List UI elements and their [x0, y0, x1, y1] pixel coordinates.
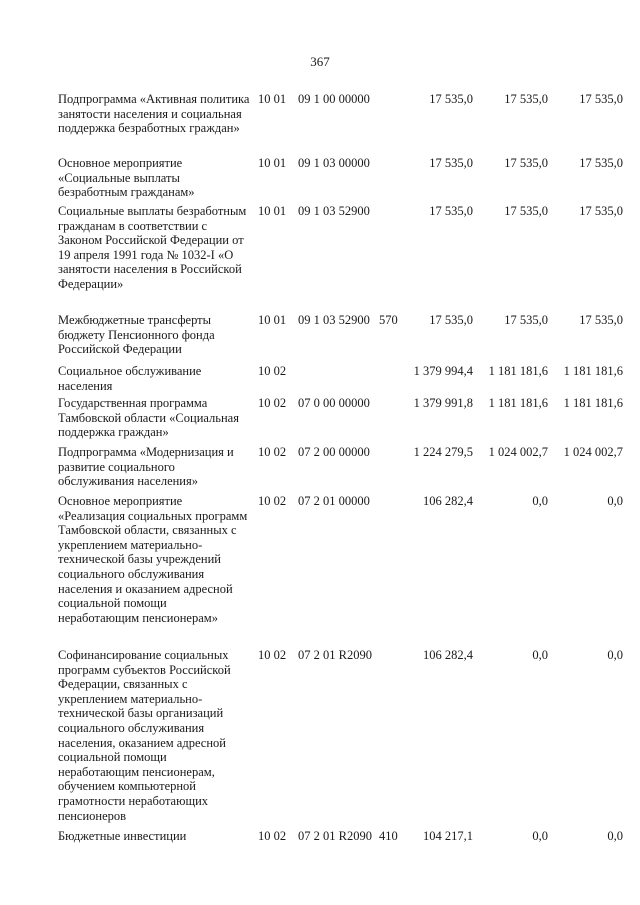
- row-value-year-2: 1 181 181,6: [488, 364, 548, 378]
- row-section-code: 10 02: [258, 396, 287, 410]
- row-value-year-3: 1 181 181,6: [563, 396, 623, 410]
- row-section-code: 10 01: [258, 92, 287, 106]
- row-value-year-2: 0,0: [532, 648, 548, 662]
- row-target-article-code: 07 2 01 R2090: [298, 648, 372, 662]
- row-name: Основное мероприятие «Социальные выплаты безработным гражданам»: [58, 156, 195, 200]
- row-name: Межбюджетные трансферты бюджету Пенсионного фонда Российской Федерации: [58, 313, 215, 357]
- row-target-article-code: 09 1 00 00000: [298, 92, 370, 106]
- row-expense-type-code: 570: [379, 313, 398, 327]
- row-section-code: 10 02: [258, 364, 287, 378]
- row-value-year-3: 17 535,0: [579, 204, 623, 218]
- row-target-article-code: 07 2 01 00000: [298, 494, 370, 508]
- row-value-year-3: 0,0: [607, 648, 623, 662]
- row-value-year-3: 1 024 002,7: [563, 445, 623, 459]
- row-section-code: 10 01: [258, 204, 287, 218]
- row-value-year-2: 1 024 002,7: [488, 445, 548, 459]
- row-name: Софинансирование социальных программ субъектов Российской Федерации, связанных с укреплением материально-технической базы организаций социального обслуживания населения, оказанием адресной социальной помощи неработающим пенсионерам, обучением компьютерной грамотности неработающих пенсионеров: [58, 648, 231, 823]
- row-name: Бюджетные инвестиции: [58, 829, 187, 843]
- row-value-year-3: 17 535,0: [579, 92, 623, 106]
- row-value-year-1: 1 224 279,5: [413, 445, 473, 459]
- row-value-year-1: 17 535,0: [429, 156, 473, 170]
- row-section-code: 10 02: [258, 829, 287, 843]
- row-value-year-2: 1 181 181,6: [488, 396, 548, 410]
- row-section-code: 10 01: [258, 313, 287, 327]
- row-name: Подпрограмма «Активная политика занятости населения и социальная поддержка безработных граждан»: [58, 92, 250, 136]
- row-name: Основное мероприятие «Реализация социальных программ Тамбовской области, связанных с укреплением материально-технической базы учреждений социального обслуживания населения и оказанием адресной социальной помощи неработающим пенсионерам»: [58, 494, 248, 625]
- row-name: Социальные выплаты безработным гражданам в соответствии с Законом Российской Федерации от 19 апреля 1991 года № 1032-I «О занятости населения в Российской Федерации»: [58, 204, 247, 291]
- row-section-code: 10 01: [258, 156, 287, 170]
- row-name: Подпрограмма «Модернизация и развитие социального обслуживания населения»: [58, 445, 234, 489]
- row-value-year-1: 106 282,4: [423, 648, 473, 662]
- row-value-year-1: 17 535,0: [429, 92, 473, 106]
- row-value-year-3: 0,0: [607, 829, 623, 843]
- row-target-article-code: 07 2 00 00000: [298, 445, 370, 459]
- row-target-article-code: 09 1 03 52900: [298, 204, 370, 218]
- row-value-year-3: 17 535,0: [579, 156, 623, 170]
- row-target-article-code: 07 2 01 R2090: [298, 829, 372, 843]
- row-value-year-3: 0,0: [607, 494, 623, 508]
- row-value-year-1: 1 379 994,4: [413, 364, 473, 378]
- row-value-year-1: 106 282,4: [423, 494, 473, 508]
- page-number: 367: [310, 54, 330, 69]
- row-value-year-1: 17 535,0: [429, 313, 473, 327]
- row-target-article-code: 09 1 03 52900: [298, 313, 370, 327]
- row-value-year-2: 17 535,0: [504, 204, 548, 218]
- row-value-year-2: 17 535,0: [504, 313, 548, 327]
- row-value-year-2: 17 535,0: [504, 92, 548, 106]
- row-value-year-2: 0,0: [532, 829, 548, 843]
- row-value-year-3: 17 535,0: [579, 313, 623, 327]
- row-target-article-code: 07 0 00 00000: [298, 396, 370, 410]
- row-value-year-2: 0,0: [532, 494, 548, 508]
- row-target-article-code: 09 1 03 00000: [298, 156, 370, 170]
- row-section-code: 10 02: [258, 445, 287, 459]
- row-name: Государственная программа Тамбовской области «Социальная поддержка граждан»: [58, 396, 239, 440]
- row-section-code: 10 02: [258, 494, 287, 508]
- row-value-year-1: 104 217,1: [423, 829, 473, 843]
- row-name: Социальное обслуживание населения: [58, 364, 202, 393]
- row-section-code: 10 02: [258, 648, 287, 662]
- row-value-year-3: 1 181 181,6: [563, 364, 623, 378]
- row-value-year-1: 17 535,0: [429, 204, 473, 218]
- row-value-year-1: 1 379 991,8: [413, 396, 473, 410]
- row-expense-type-code: 410: [379, 829, 398, 843]
- row-value-year-2: 17 535,0: [504, 156, 548, 170]
